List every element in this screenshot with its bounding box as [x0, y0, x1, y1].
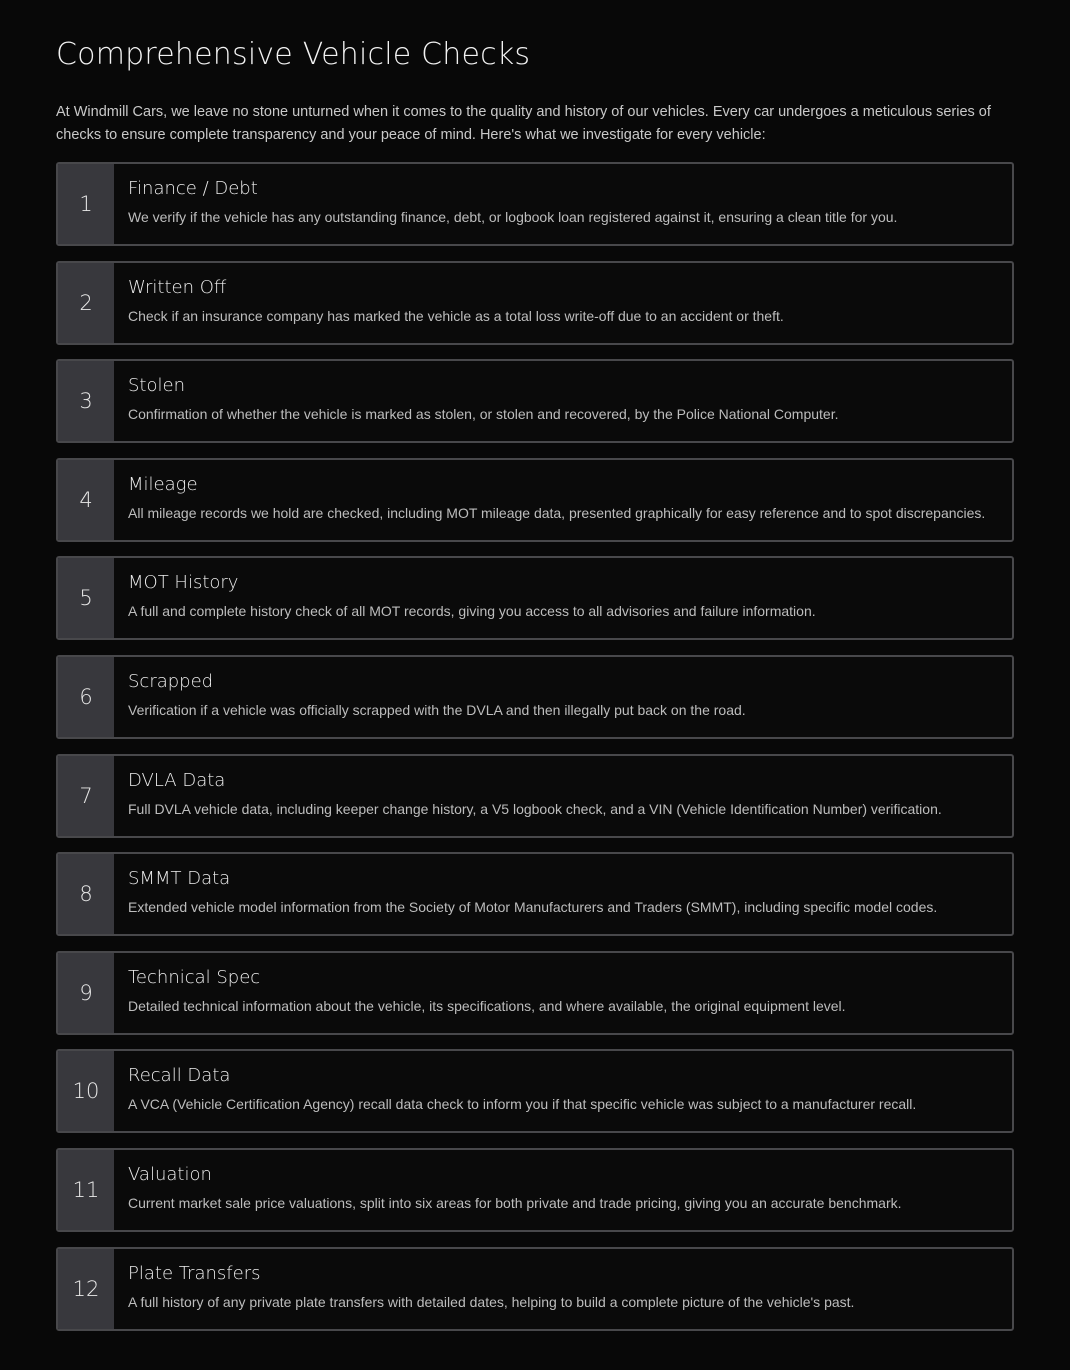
- check-title: MOT History: [128, 572, 239, 594]
- check-card-dvla-data: [56, 754, 1014, 838]
- check-card-written-off: [56, 261, 1014, 345]
- check-description: Verification if a vehicle was officially scrapped with the DVLA and then illegally put back on the road.: [128, 701, 746, 718]
- check-description: Extended vehicle model information from the Society of Motor Manufacturers and Traders (SMMT), including specific model codes.: [128, 899, 938, 916]
- check-card-smmt-data: [56, 852, 1014, 936]
- check-number: 8: [58, 854, 114, 934]
- check-description: We verify if the vehicle has any outstanding finance, debt, or logbook loan registered against it, ensuring a clean title for you.: [128, 209, 898, 225]
- check-number: 6: [58, 657, 114, 737]
- check-card-mileage: [56, 458, 1014, 542]
- check-card-scrapped: [56, 655, 1014, 739]
- check-title: Written Off: [128, 276, 227, 298]
- check-description: All mileage records we hold are checked, including MOT mileage data, presented graphically for easy reference and to spot discrepancies.: [128, 504, 986, 521]
- check-number: 3: [58, 361, 114, 441]
- checks-list: [56, 162, 1014, 1345]
- check-card-recall-data: [56, 1049, 1014, 1133]
- check-title: SMMT Data: [128, 868, 231, 890]
- check-number: 1: [58, 164, 114, 244]
- page-title: Comprehensive Vehicle Checks: [56, 37, 531, 72]
- check-description: A full and complete history check of all MOT records, giving you access to all advisories and failure information.: [128, 603, 816, 620]
- check-number: 7: [58, 756, 114, 836]
- check-description: A full history of any private plate transfers with detailed dates, helping to build a complete picture of the vehicle's past.: [128, 1293, 855, 1310]
- check-card-valuation: [56, 1148, 1014, 1232]
- check-title: DVLA Data: [128, 769, 226, 791]
- check-description: Current market sale price valuations, split into six areas for both private and trade pricing, giving you an accurate benchmark.: [128, 1194, 902, 1211]
- check-number: 4: [58, 460, 114, 540]
- check-description: Full DVLA vehicle data, including keeper change history, a V5 logbook check, and a VIN (Vehicle Identification Number) verification.: [128, 800, 942, 817]
- check-title: Technical Spec: [128, 966, 261, 988]
- check-card-finance-debt: [56, 162, 1014, 246]
- check-title: Stolen: [128, 375, 185, 397]
- check-number: 5: [58, 558, 114, 638]
- check-description: A VCA (Vehicle Certification Agency) recall data check to inform you if that specific vehicle was subject to a manufacturer recall.: [128, 1096, 917, 1113]
- check-title: Mileage: [128, 473, 198, 495]
- check-number: 10: [58, 1051, 114, 1131]
- check-title: Recall Data: [128, 1065, 231, 1087]
- check-title: Scrapped: [128, 670, 214, 692]
- check-title: Finance / Debt: [128, 178, 258, 199]
- check-description: Confirmation of whether the vehicle is marked as stolen, or stolen and recovered, by the Police National Computer.: [128, 406, 839, 423]
- check-number: 9: [58, 953, 114, 1033]
- check-description: Detailed technical information about the vehicle, its specifications, and where available, the original equipment level.: [128, 997, 846, 1014]
- check-description: Check if an insurance company has marked the vehicle as a total loss write-off due to an accident or theft.: [128, 307, 784, 324]
- check-number: 11: [58, 1150, 114, 1230]
- check-title: Valuation: [128, 1163, 212, 1185]
- check-title: Plate Transfers: [128, 1262, 261, 1284]
- check-card-stolen: [56, 359, 1014, 443]
- check-card-plate-transfers: [56, 1247, 1014, 1331]
- check-number: 2: [58, 263, 114, 343]
- check-card-technical-spec: [56, 951, 1014, 1035]
- check-card-mot-history: [56, 556, 1014, 640]
- check-number: 12: [58, 1249, 114, 1329]
- intro-text: At Windmill Cars, we leave no stone unturned when it comes to the quality and history of our vehicles. Every car undergoes a meticulous series of checks to ensure complete transparency and your peace of mind. Here's what we investigate for every vehicle:: [56, 104, 991, 143]
